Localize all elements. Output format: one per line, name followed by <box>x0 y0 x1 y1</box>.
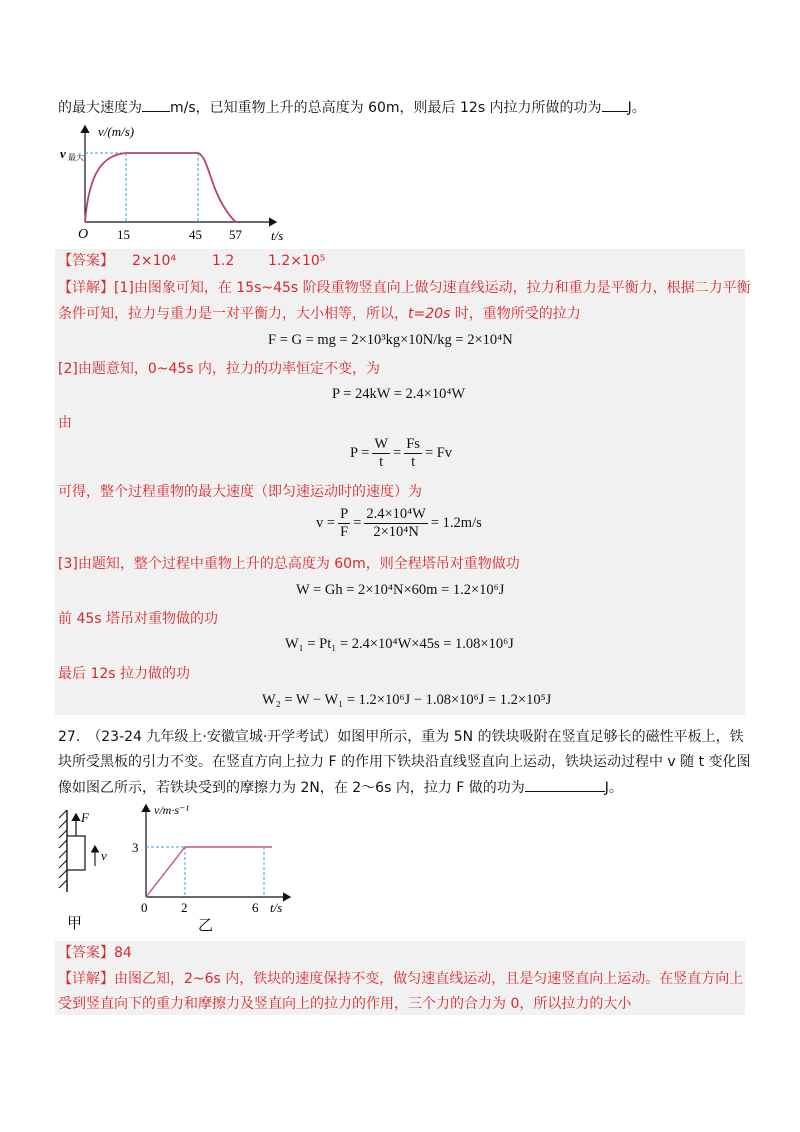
figure-jia <box>55 802 135 937</box>
tick-15: 15 <box>117 227 130 242</box>
velocity-time-graph-2 <box>130 800 300 940</box>
detail1-line2: 条件可知，拉力与重力是一对平衡力，大小相等，所以，t=20s 时，重物所受的拉力 <box>58 306 581 322</box>
equation-work-last12s: W₂ = W − W₁ = 1.2×10⁶J − 1.08×10⁶J = 1.2×10⁵J <box>262 692 552 708</box>
detail2-line2: 受到竖直向下的重力和摩擦力及竖直向上的拉力的作用，三个力的合力为 0，所以拉力的大小 <box>58 996 632 1012</box>
detail1-line8: 最后 12s 拉力做的功 <box>58 666 191 682</box>
x-axis-label: t/s <box>270 900 283 915</box>
velocity-line <box>146 847 272 897</box>
velocity-label: v <box>101 848 107 863</box>
vmax-subscript: 最大 <box>68 153 84 162</box>
origin-label: O <box>78 227 89 242</box>
answer-blank <box>525 777 605 792</box>
answer-2: 【答案】84 <box>58 945 132 961</box>
detail1-line5: 可得，整个过程重物的最大速度（即匀速运动时的速度）为 <box>58 484 422 500</box>
vmax-label: v <box>60 146 66 161</box>
caption-yi: 乙 <box>198 918 214 934</box>
y-value-label: 3 <box>132 840 139 855</box>
equation-force: F = G = mg = 2×10³kg×10N/kg = 2×10⁴N <box>268 332 513 348</box>
detail1-line3: [2]由题意知，0~45s 内，拉力的功率恒定不变，为 <box>58 361 381 377</box>
board-hatching <box>59 810 67 888</box>
q27-line2: 块所受黑板的引力不变。在竖直方向上拉力 F 的作用下铁块沿直线竖直向上运动，铁块运动过程中 v 随 t 变化图 <box>58 754 751 770</box>
detail2-line1: 【详解】由图乙知，2~6s 内，铁块的速度保持不变，做匀速直线运动，且是匀速竖直向上运动。在竖直方向上 <box>58 971 744 987</box>
iron-block <box>67 836 85 870</box>
q27-line3: 像如图乙所示，若铁块受到的摩擦力为 2N，在 2～6s 内，拉力 F 做的功为 J。 <box>58 777 623 798</box>
tick-45: 45 <box>189 227 202 242</box>
equation-power-fv: P = $\frac{W}{t}$ = $\frac{Fs}{t}$ = Fv <box>350 436 453 470</box>
detail1-line6: [3]由题知，整个过程中重物上升的总高度为 60m，则全程塔吊对重物做功 <box>58 556 520 572</box>
force-label: F <box>81 810 89 825</box>
answer-1: 【答案】 2×10⁴ 1.2 1.2×10⁵ <box>58 253 326 269</box>
origin-label: 0 <box>141 900 148 915</box>
answer-blank <box>602 97 628 112</box>
velocity-curve <box>85 153 236 222</box>
x-axis-label: t/s <box>271 228 284 243</box>
equation-velocity: v = $\frac{P}{F}$ = $\frac{\text{2.4×10⁴W}}{\text{2×10⁴N}}$ = 1.2m/s <box>316 506 482 540</box>
caption-jia: 甲 <box>67 916 83 932</box>
equation-work-45s: W₁ = Pt₁ = 2.4×10⁴W×45s = 1.08×10⁶J <box>285 636 514 652</box>
detail1-line1: 【详解】[1]由图象可知，在 15s~45s 阶段重物竖直向上做匀速直线运动，拉力和重力是平衡力，根据二力平衡 <box>58 280 751 296</box>
equation-total-work: W = Gh = 2×10⁴N×60m = 1.2×10⁶J <box>296 582 505 598</box>
y-axis-label: v/(m/s) <box>98 124 135 139</box>
velocity-time-graph <box>58 122 298 246</box>
y-axis-label: v/m·s⁻¹ <box>154 803 189 817</box>
tick-2: 2 <box>181 900 188 915</box>
equation-power: P = 24kW = 2.4×10⁴W <box>332 386 466 402</box>
answer-blank <box>142 97 170 112</box>
tick-57: 57 <box>229 227 242 242</box>
question-continuation: 的最大速度为 m/s，已知重物上升的总高度为 60m，则最后 12s 内拉力所做的功为 J。 <box>58 97 646 118</box>
tick-6: 6 <box>252 900 259 915</box>
detail1-line4: 由 <box>58 415 72 431</box>
q27-line1: 27. （23-24 九年级上·安徽宣城·开学考试）如图甲所示，重为 5N 的铁块吸附在竖直足够长的磁性平板上，铁 <box>58 729 744 745</box>
detail1-line7: 前 45s 塔吊对重物做的功 <box>58 611 219 627</box>
